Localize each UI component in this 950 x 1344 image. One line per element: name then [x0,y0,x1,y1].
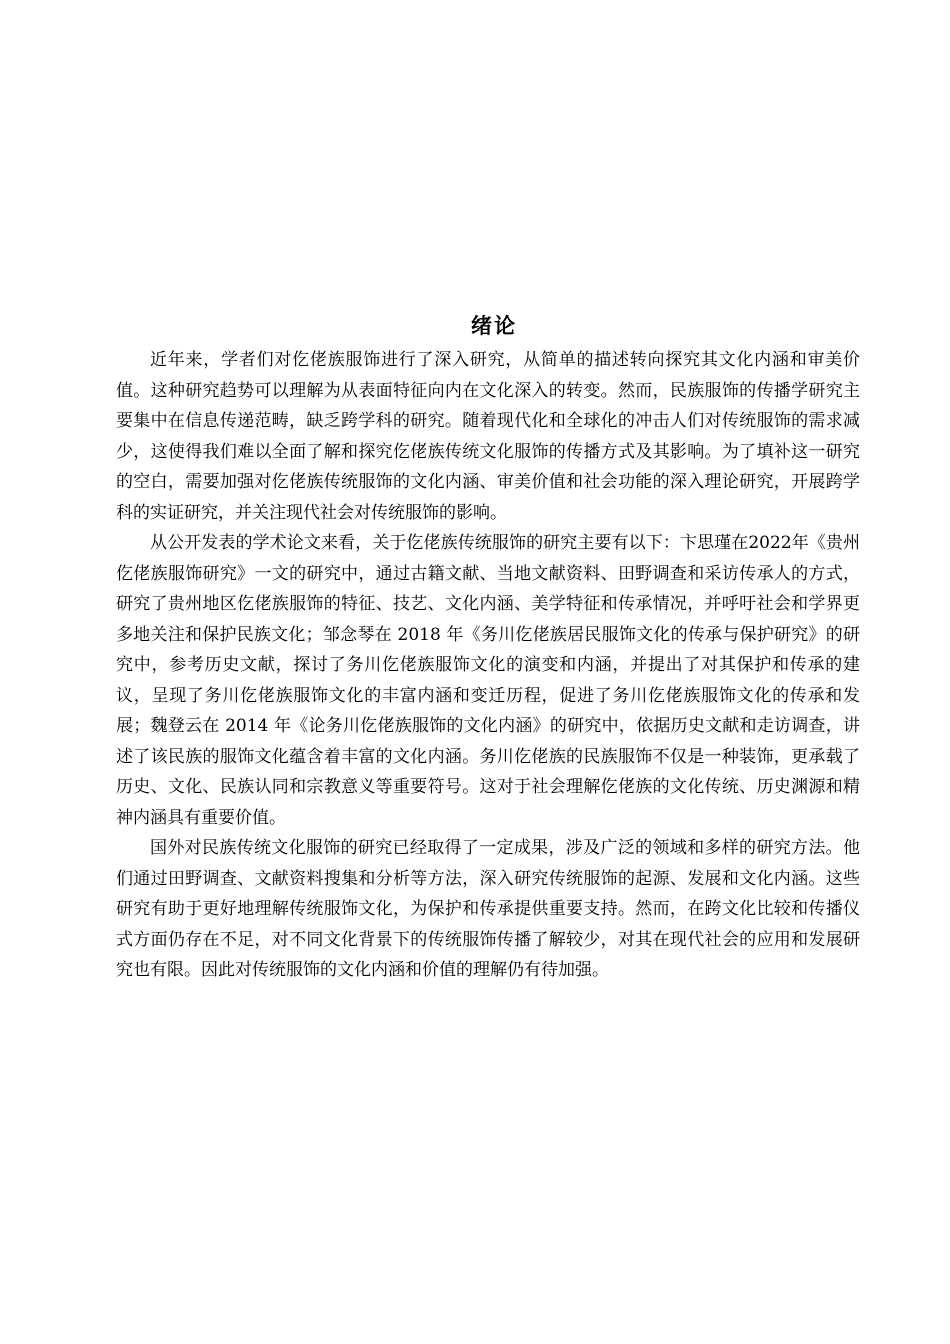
section-title: 绪论 [471,314,517,339]
paragraph-1: 近年来，学者们对仡佬族服饰进行了深入研究，从简单的描述转向探究其文化内涵和审美价值。这种研究趋势可以理解为从表面特征向内在文化深入的转变。然而，民族服饰的传播学研究主要集中在信息传递范畴，缺乏跨学科的研究。随着现代化和全球化的冲击人们对传统服饰的需求减少，这使得我们难以全面了解和探究仡佬族传统文化服饰的传播方式及其影响。为了填补这一研究的空白，需要加强对仡佬族传统服饰的文化内涵、审美价值和社会功能的深入理论研究，开展跨学科的实证研究，并关注现代社会对传统服饰的影响。 [116,350,860,523]
paragraph-2: 从公开发表的学术论文来看，关于仡佬族传统服饰的研究主要有以下：卞思瑾在2022年《贵州仡佬族服饰研究》一文的研究中，通过古籍文献、当地文献资料、田野调查和采访传承人的方式，研究了贵州地区仡佬族服饰的特征、技艺、文化内涵、美学特征和传承情况，并呼吁社会和学界更多地关注和保护民族文化；邹念琴在 2018 年《务川仡佬族居民服饰文化的传承与保护研究》的研究中，参考历史文献，探讨了务川仡佬族服饰文化的演变和内涵，并提出了对其保护和传承的建议，呈现了务川仡佬族服饰文化的丰富内涵和变迁历程，促进了务川仡佬族服饰文化的传承和发展；魏登云在 2014 年《论务川仡佬族服饰的文化内涵》的研究中，依据历史文献和走访调查，讲述了该民族的服饰文化蕴含着丰富的文化内涵。务川仡佬族的民族服饰不仅是一种装饰，更承载了历史、文化、民族认同和宗教意义等重要符号。这对于社会理解仡佬族的文化传统、历史渊源和精神内涵具有重要价值。 [116,533,860,828]
body-text [116,345,860,986]
paragraph-3: 国外对民族传统文化服饰的研究已经取得了一定成果，涉及广泛的领域和多样的研究方法。他们通过田野调查、文献资料搜集和分析等方法，深入研究传统服饰的起源、发展和文化内涵。这些研究有助于更好地理解传统服饰文化，为保护和传承提供重要支持。然而，在跨文化比较和传播仪式方面仍存在不足，对不同文化背景下的传统服饰传播了解较少，对其在现代社会的应用和发展研究也有限。因此对传统服饰的文化内涵和价值的理解仍有待加强。 [116,838,860,980]
